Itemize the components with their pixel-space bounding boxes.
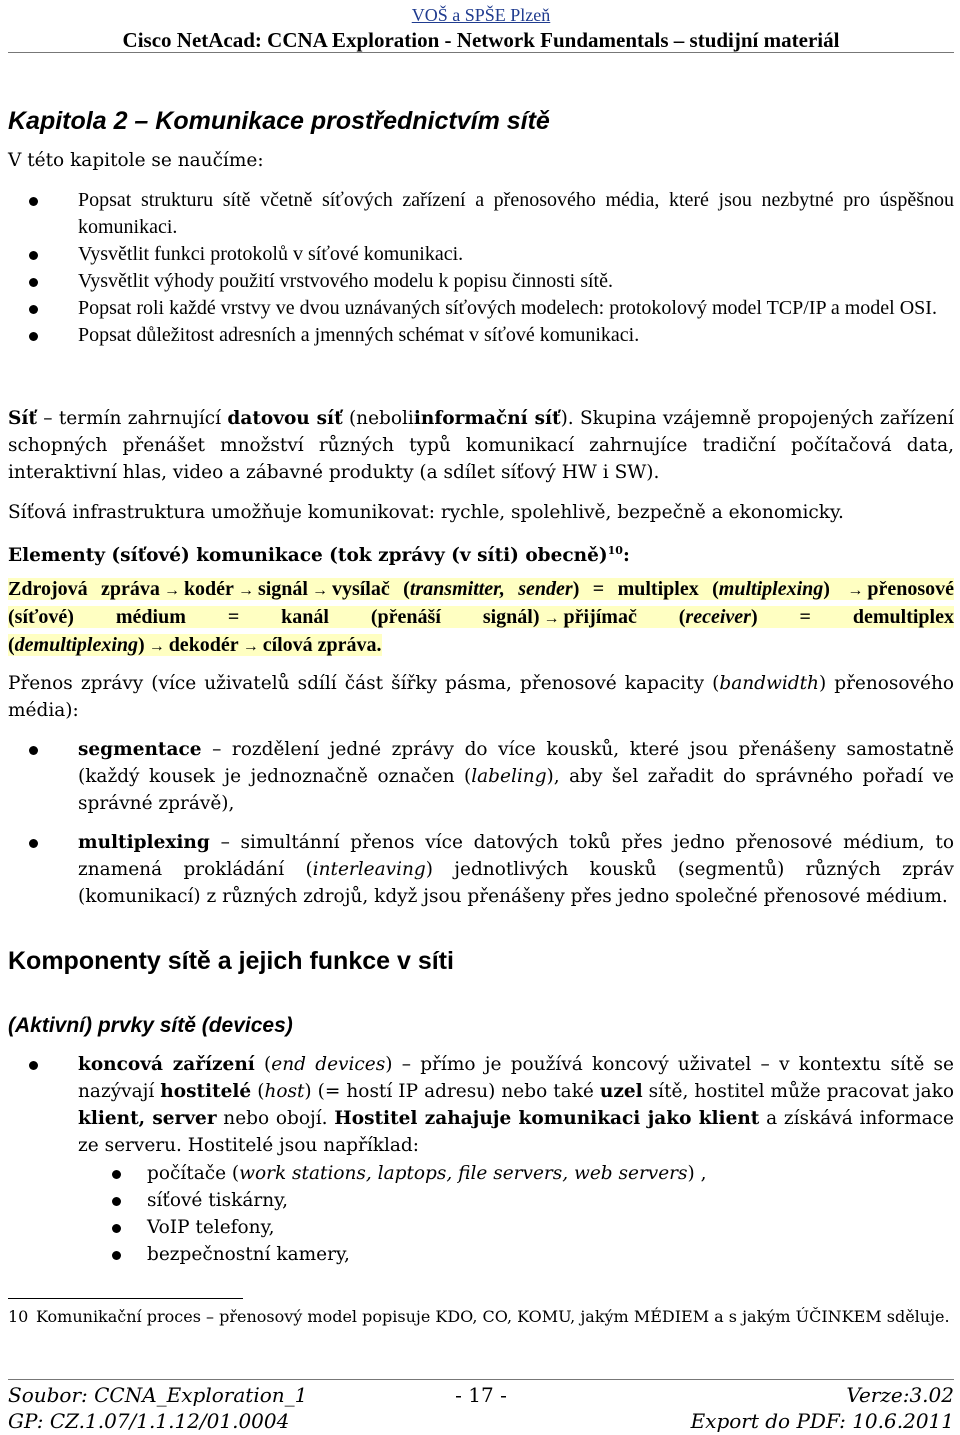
arrow-right-icon: → xyxy=(148,638,165,655)
list-item: multiplexing – simultánní přenos více datových toků přes jedno přenosové médium, to znamená prokládání (interleaving) jednotlivých kousků (segmentů) různých zpráv (komunikací) z různých zdrojů, když jsou přenášeny přes jedno společné přenosové médium. xyxy=(8,829,954,910)
footer-divider xyxy=(8,1379,954,1380)
footnote-text: Komunikační proces – přenosový model popisuje KDO, CO, KOMU, jakým MÉDIEM a s jakým ÚČINKEM sděluje. xyxy=(36,1307,950,1326)
transfer-methods-list xyxy=(8,736,954,922)
learning-goals-list xyxy=(8,187,954,349)
footnote xyxy=(8,1305,954,1329)
course-title: Cisco NetAcad: CCNA Exploration - Network Fundamentals – studijní materiál xyxy=(122,28,840,52)
bullet-icon xyxy=(29,197,38,206)
bullet-icon xyxy=(29,839,38,848)
infrastructure-text: Síťová infrastruktura umožňuje komunikovat: rychle, spolehlivě, bezpečně a ekonomicky. xyxy=(8,502,844,523)
list-item: Vysvětlit výhody použití vrstvového modelu k popisu činnosti sítě. xyxy=(8,268,954,295)
page-header xyxy=(8,4,954,54)
arrow-right-icon: → xyxy=(543,610,560,627)
footer-row-1 xyxy=(8,1382,954,1408)
footer-version: Verze:3.02 xyxy=(846,1383,954,1407)
chapter-title: Kapitola 2 – Komunikace prostřednictvím sítě xyxy=(8,107,550,135)
footer-export: Export do PDF: 10.6.2011 xyxy=(690,1409,954,1433)
bullet-icon xyxy=(112,1251,121,1260)
bullet-icon xyxy=(29,305,38,314)
list-item: segmentace – rozdělení jedné zprávy do více kousků, které jsou přenášeny samostatně (každý kousek je jednoznačně označen (labeling), aby šel zařadit do správného pořadí ve správné zprávě), xyxy=(8,736,954,817)
message-flow: Zdrojová zpráva → kodér → signál → vysílač (transmitter, sender) = multiplex (multiplexing) → přenosové (síťové) médium = kanál (přenáší signál) → přijímač (receiver) = demultiplex (demultiplexing) → dekodér → cílová zpráva. xyxy=(8,578,955,656)
list-item: síťové tiskárny, xyxy=(8,1187,954,1214)
arrow-right-icon: → xyxy=(311,582,328,599)
list-item: bezpečnostní kamery, xyxy=(8,1241,954,1268)
footnote-ref: 10 xyxy=(607,544,623,557)
arrow-right-icon: → xyxy=(242,638,259,655)
bullet-icon xyxy=(29,746,38,755)
bullet-icon xyxy=(112,1224,121,1233)
devices-list xyxy=(8,1051,954,1159)
intro-text: V této kapitole se naučíme: xyxy=(8,150,264,171)
bullet-icon xyxy=(29,278,38,287)
footer-row-2 xyxy=(8,1408,954,1434)
elements-heading: Elementy (síťové) komunikace (tok zprávy (v síti) obecně)$^{10}$: xyxy=(8,544,630,567)
arrow-right-icon: → xyxy=(163,582,180,599)
bullet-icon xyxy=(112,1170,121,1179)
list-item: Popsat důležitost adresních a jmenných schémat v síťové komunikaci. xyxy=(8,322,954,349)
list-item: Popsat roli každé vrstvy ve dvou uznávaných síťových modelech: protokolový model TCP/IP a model OSI. xyxy=(8,295,954,322)
transfer-text: Přenos zprávy (více uživatelů sdílí část šířky pásma, přenosové kapacity (bandwidth) přenosového média): xyxy=(8,673,954,721)
footer-file: Soubor: CCNA_Exploration_1 xyxy=(8,1383,308,1407)
school-name: VOŠ a SPŠE Plzeň xyxy=(411,5,551,25)
document-page xyxy=(8,0,954,1435)
bullet-icon xyxy=(29,1061,38,1070)
footnote-number: 10 xyxy=(8,1307,29,1326)
list-item: Vysvětlit funkci protokolů v síťové komunikaci. xyxy=(8,241,954,268)
list-item: koncová zařízení (end devices) – přímo je používá koncový uživatel – v kontextu sítě se nazývají hostitelé (host) (= hostí IP adresu) nebo také uzel sítě, hostitel může pracovat jako klient, server nebo obojí. Hostitel zahajuje komunikaci jako klient a získává informace ze serveru. Hostitelé jsou například: xyxy=(8,1051,954,1159)
list-item: počítače (work stations, laptops, file servers, web servers) , xyxy=(8,1160,954,1187)
host-examples-list xyxy=(8,1160,954,1268)
footnote-divider xyxy=(8,1298,243,1299)
footer-grant: GP: CZ.1.07/1.1.12/01.0004 xyxy=(8,1409,290,1433)
bullet-icon xyxy=(29,332,38,341)
bullet-icon xyxy=(112,1197,121,1206)
page-number: - 17 - xyxy=(455,1383,507,1407)
arrow-right-icon: → xyxy=(237,582,254,599)
network-definition: Síť – termín zahrnující datovou síť (neboliinformační síť). Skupina vzájemně propojených zařízení schopných přenášet množství různých typů komunikací zahrnujíce tradiční počítačová data, interaktivní hlas, video a zábavné produkty (a sdílet síťový HW i SW). xyxy=(8,408,954,483)
bullet-icon xyxy=(29,251,38,260)
list-item: Popsat strukturu sítě včetně síťových zařízení a přenosového média, které jsou nezbytné pro úspěšnou komunikaci. xyxy=(8,187,954,241)
list-item: VoIP telefony, xyxy=(8,1214,954,1241)
header-divider xyxy=(8,52,954,53)
subsection-title: (Aktivní) prvky sítě (devices) xyxy=(8,1014,293,1037)
section-title: Komponenty sítě a jejich funkce v síti xyxy=(8,947,454,975)
arrow-right-icon: → xyxy=(847,582,864,599)
